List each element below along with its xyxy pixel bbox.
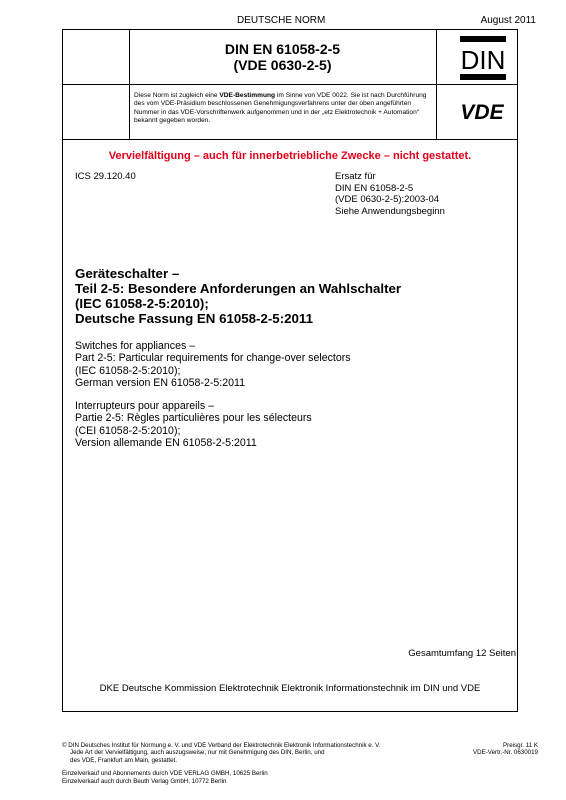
replacement-info: Ersatz für DIN EN 61058-2-5 (VDE 0630-2-5):2003-04 Siehe Anwendungsbeginn: [335, 171, 445, 217]
price-info: [473, 742, 538, 757]
title-english: Switches for appliances – Part 2-5: Particular requirements for change-over selectors (IEC 61058-2-5:2010); German version EN 61058-2-5:2011: [75, 340, 351, 390]
divider: [62, 84, 518, 85]
header-standard-type: DEUTSCHE NORM: [237, 15, 326, 26]
vde-logo: [452, 99, 512, 123]
divider: [436, 29, 437, 139]
price-group: Preisgr. 11 K: [503, 742, 538, 749]
sales-info: Einzelverkauf und Abonnements durch VDE VERLAG GMBH, 10625 Berlin Einzelverkauf auch durch Beuth Verlag GmbH, 10772 Berlin: [62, 770, 268, 785]
vde-notice: Diese Norm ist zugleich eine VDE-Bestimmung im Sinne von VDE 0022. Sie ist nach Durchführung des vom VDE-Präsidium beschlossenen Genehmigungsverfahrens unter der oben angeführten Nummer in das VDE-Vorschriftenwerk aufgenommen und in der „etz Elektrotechnik + Automation“ bekannt gegeben worden.: [134, 92, 427, 125]
din-logo-text: DIN: [460, 45, 506, 75]
total-pages: Gesamtumfang 12 Seiten: [408, 648, 516, 659]
vde-logo-text: VDE: [460, 101, 504, 123]
header-date: August 2011: [480, 15, 536, 26]
dke-commission: DKE Deutsche Kommission Elektrotechnik Elektronik Informationstechnik im DIN und VDE: [99, 683, 481, 694]
divider: [62, 139, 518, 140]
title-german: Geräteschalter – Teil 2-5: Besondere Anforderungen an Wahlschalter (IEC 61058-2-5:2010); Deutsche Fassung EN 61058-2-5:2011: [75, 266, 402, 326]
ics-code: ICS 29.120.40: [75, 171, 136, 182]
copyright-notice: © DIN Deutsches Institut für Normung e. V. und VDE Verband der Elektrotechnik Elektronik Informationstechnik e. V. Jede Art der Vervielfältigung, auch auszugsweise, nur mit Genehmigung des DIN, Berlin, und des VDE, Frankfurt am Main, gestattet.: [62, 742, 381, 764]
standard-number: DIN EN 61058-2-5 (VDE 0630-2-5): [224, 41, 341, 73]
title-french: Interrupteurs pour appareils – Partie 2-5: Règles particulières pour les sélecteurs (CEI 61058-2-5:2010); Version allemande EN 61058-2-5:2011: [75, 400, 312, 450]
reproduction-notice: Vervielfältigung – auch für innerbetriebliche Zwecke – nicht gestattet.: [108, 150, 472, 162]
din-logo: [459, 35, 507, 81]
vde-distribution-number: VDE-Vertr.-Nr. 0630019: [473, 749, 538, 757]
